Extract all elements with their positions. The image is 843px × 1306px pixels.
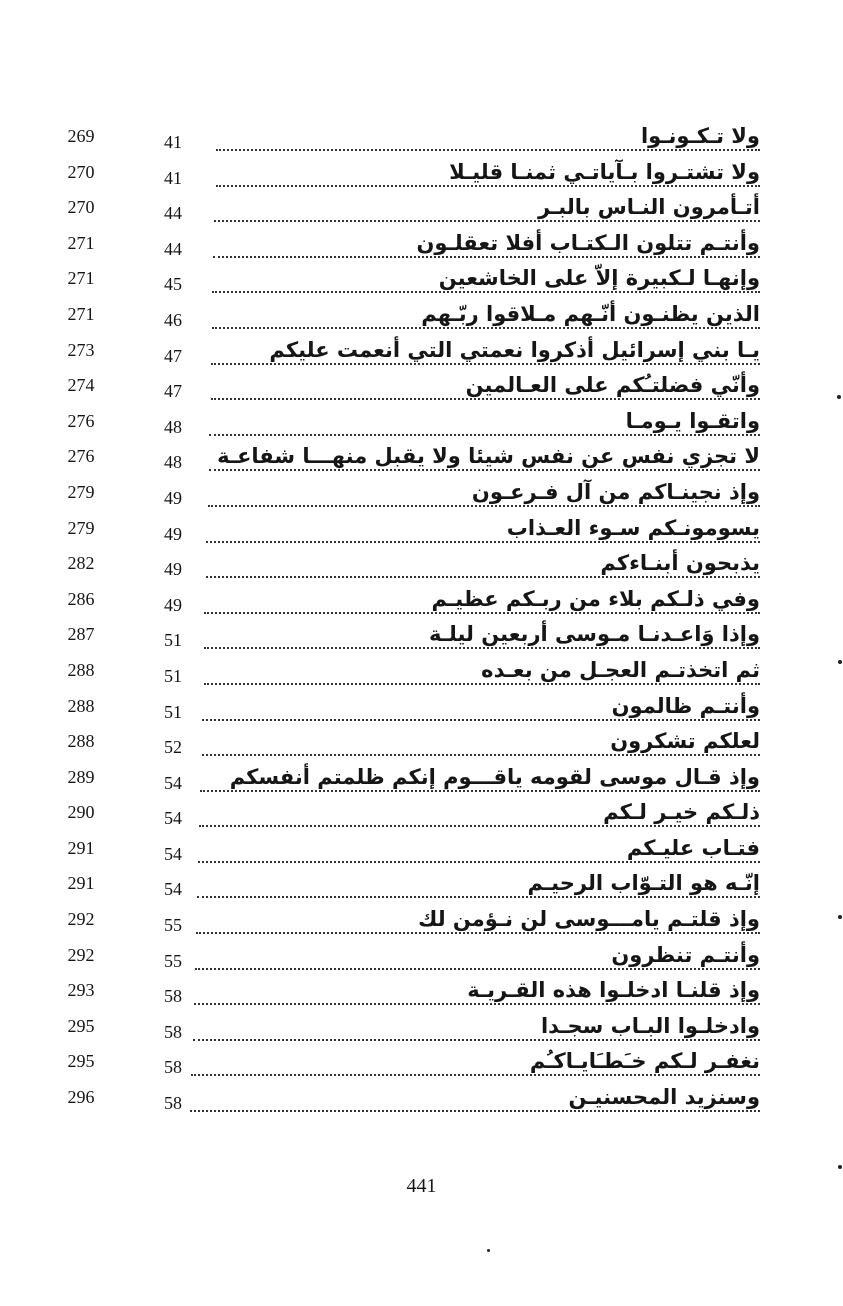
page-reference: 270 [67, 197, 95, 218]
verse-phrase: وأنتـم ظالمون [604, 694, 760, 718]
dot-leader [216, 185, 760, 187]
index-row [40, 442, 760, 478]
index-row [40, 371, 760, 407]
page-reference: 292 [67, 909, 95, 930]
dot-leader [195, 968, 760, 970]
scan-speck [838, 1165, 842, 1169]
dot-leader [204, 647, 760, 649]
dot-leader [212, 291, 760, 293]
page-number: 441 [406, 1175, 437, 1197]
dot-leader [199, 825, 760, 827]
verse-number: 54 [164, 879, 182, 900]
dot-leader [194, 1003, 760, 1005]
dot-leader [202, 719, 760, 721]
index-row [40, 549, 760, 585]
verse-number: 58 [164, 986, 182, 1007]
page-reference: 274 [67, 375, 95, 396]
verse-number: 49 [164, 559, 182, 580]
page-reference: 270 [67, 161, 95, 182]
verse-number: 49 [164, 523, 182, 544]
scan-speck [837, 395, 841, 399]
dot-leader [216, 149, 760, 151]
index-row [40, 1083, 760, 1119]
dot-leader [191, 1074, 760, 1076]
verse-number: 45 [164, 274, 182, 295]
index-row [40, 193, 760, 229]
verse-number: 54 [164, 843, 182, 864]
verse-phrase: وادخلـوا البـاب سجـدا [533, 1014, 760, 1038]
dot-leader [190, 1110, 760, 1112]
verse-number: 51 [164, 630, 182, 651]
page-reference: 293 [67, 980, 95, 1001]
verse-phrase: وأنتـم تنظرون [603, 943, 760, 967]
index-row [40, 834, 760, 870]
dot-leader [211, 363, 760, 365]
verse-number: 44 [164, 238, 182, 259]
index-row [40, 514, 760, 550]
verse-phrase: وإذ نجينـاكم من آل فـرعـون [464, 480, 760, 504]
verse-number: 52 [164, 737, 182, 758]
index-row [40, 264, 760, 300]
page-reference: 282 [67, 553, 95, 574]
verse-phrase: إنّـه هو التـوّاب الرحيـم [520, 871, 760, 895]
verse-phrase: ولا تـكـونـوا [633, 124, 760, 148]
verse-number: 54 [164, 808, 182, 829]
verse-phrase: أتـأمرون النـاس بالبـر [530, 195, 760, 219]
page-reference: 288 [67, 695, 95, 716]
verse-number: 41 [164, 167, 182, 188]
verse-number: 44 [164, 203, 182, 224]
index-row [40, 300, 760, 336]
scan-speck [838, 660, 842, 664]
page-reference: 276 [67, 410, 95, 431]
dot-leader [212, 327, 760, 329]
verse-number: 41 [164, 132, 182, 152]
verse-phrase: ولا تشتـروا بـآياتـي ثمنـا قليـلا [441, 160, 760, 184]
index-row [40, 727, 760, 763]
page-reference: 276 [67, 446, 95, 467]
page-reference: 292 [67, 944, 95, 965]
verse-number: 58 [164, 1021, 182, 1042]
index-row [40, 798, 760, 834]
dot-leader [206, 576, 760, 578]
verse-phrase: لا تجزي نفس عن نفس شيئا ولا يقبل منهـــا شفاعـة [209, 444, 760, 468]
dot-leader [197, 896, 760, 898]
verse-phrase: وسنزيد المحسنيـن [560, 1085, 760, 1109]
page-reference: 295 [67, 1015, 95, 1036]
page-reference: 271 [67, 268, 95, 289]
dot-leader [209, 434, 760, 436]
page-reference: 286 [67, 588, 95, 609]
verse-phrase: ذلـكم خيـر لـكم [595, 800, 760, 824]
verse-phrase: لعلكم تشكرون [602, 729, 760, 753]
verse-phrase: واتقـوا يـومـا [618, 409, 760, 433]
index-row [40, 158, 760, 194]
page-reference: 295 [67, 1051, 95, 1072]
index-row [40, 585, 760, 621]
scan-speck [487, 1249, 490, 1252]
verse-number: 58 [164, 1057, 182, 1078]
verse-number: 54 [164, 772, 182, 793]
index-row [40, 620, 760, 656]
verse-number: 58 [164, 1093, 182, 1114]
verse-phrase: ثم اتخذتـم العجـل من بعـده [473, 658, 760, 682]
dot-leader [204, 612, 760, 614]
page-reference: 273 [67, 339, 95, 360]
index-row [40, 1012, 760, 1048]
page-reference: 291 [67, 837, 95, 858]
verse-phrase: وإنهـا لـكبيرة إلاّ على الخاشعين [431, 266, 760, 290]
verse-number: 46 [164, 309, 182, 330]
index-row [40, 869, 760, 905]
index-row [40, 478, 760, 514]
page-reference: 290 [67, 802, 95, 823]
index-row [40, 336, 760, 372]
index-row [40, 763, 760, 799]
dot-leader [211, 398, 760, 400]
verse-index-table [40, 122, 760, 1119]
index-row [40, 905, 760, 941]
verse-number: 48 [164, 452, 182, 473]
page-reference: 288 [67, 731, 95, 752]
dot-leader [198, 861, 760, 863]
dot-leader [204, 683, 760, 685]
verse-number: 55 [164, 915, 182, 936]
dot-leader [196, 932, 760, 934]
dot-leader [213, 256, 760, 258]
page-reference: 296 [67, 1087, 95, 1108]
page-reference: 279 [67, 481, 95, 502]
dot-leader [200, 790, 760, 792]
verse-number: 47 [164, 381, 182, 402]
verse-number: 48 [164, 416, 182, 437]
page-reference: 291 [67, 873, 95, 894]
index-row [40, 229, 760, 265]
dot-leader [202, 754, 760, 756]
index-row [40, 976, 760, 1012]
verse-phrase: وإذ قلنـا ادخلـوا هذه القـريـة [459, 978, 760, 1002]
verse-number: 49 [164, 487, 182, 508]
verse-number: 55 [164, 950, 182, 971]
verse-phrase: وإذا وَاعـدنـا مـوسى أربعين ليلـة [421, 622, 760, 646]
verse-number: 51 [164, 701, 182, 722]
verse-number: 51 [164, 665, 182, 686]
dot-leader [208, 505, 760, 507]
page-reference: 271 [67, 303, 95, 324]
verse-phrase: يـا بني إسرائيل أذكروا نعمتي التي أنعمت عليكم [261, 338, 760, 362]
index-row [40, 941, 760, 977]
page-reference: 269 [67, 126, 95, 146]
page-reference: 287 [67, 624, 95, 645]
verse-phrase: وأنّي فضلتـُكم على العـالمين [458, 373, 760, 397]
verse-number: 47 [164, 345, 182, 366]
page-reference: 279 [67, 517, 95, 538]
index-row [40, 692, 760, 728]
index-row [40, 656, 760, 692]
index-row [40, 122, 760, 158]
verse-phrase: وإذ قـال موسى لقومه ياقـــوم إنكم ظلمتم أنفسكم [222, 765, 760, 789]
verse-phrase: وأنتـم تتلون الـكتـاب أفلا تعقلـون [408, 231, 760, 255]
verse-phrase: يسومونـكم سـوء العـذاب [499, 516, 760, 540]
verse-phrase: فتـاب عليـكم [619, 836, 760, 860]
dot-leader [209, 469, 760, 471]
verse-phrase: وفي ذلـكم بلاء من ربـكم عظيـم [424, 587, 760, 611]
dot-leader [214, 220, 760, 222]
verse-phrase: الذين يظنـون أنّـهم مـلاقوا ربّـهم [413, 302, 760, 326]
index-row [40, 407, 760, 443]
page-reference: 289 [67, 766, 95, 787]
dot-leader [206, 541, 760, 543]
verse-number: 49 [164, 594, 182, 615]
verse-phrase: يذبحون أبنـاءكم [592, 551, 760, 575]
dot-leader [193, 1039, 760, 1041]
index-row [40, 1047, 760, 1083]
scan-speck [838, 915, 842, 919]
verse-phrase: وإذ قلتـم يامـــوسى لن نـؤمن لك [410, 907, 760, 931]
page-reference: 288 [67, 659, 95, 680]
page-reference: 271 [67, 232, 95, 253]
verse-phrase: نغفـر لـكم خـَطـَايـاكـُم [522, 1049, 760, 1073]
